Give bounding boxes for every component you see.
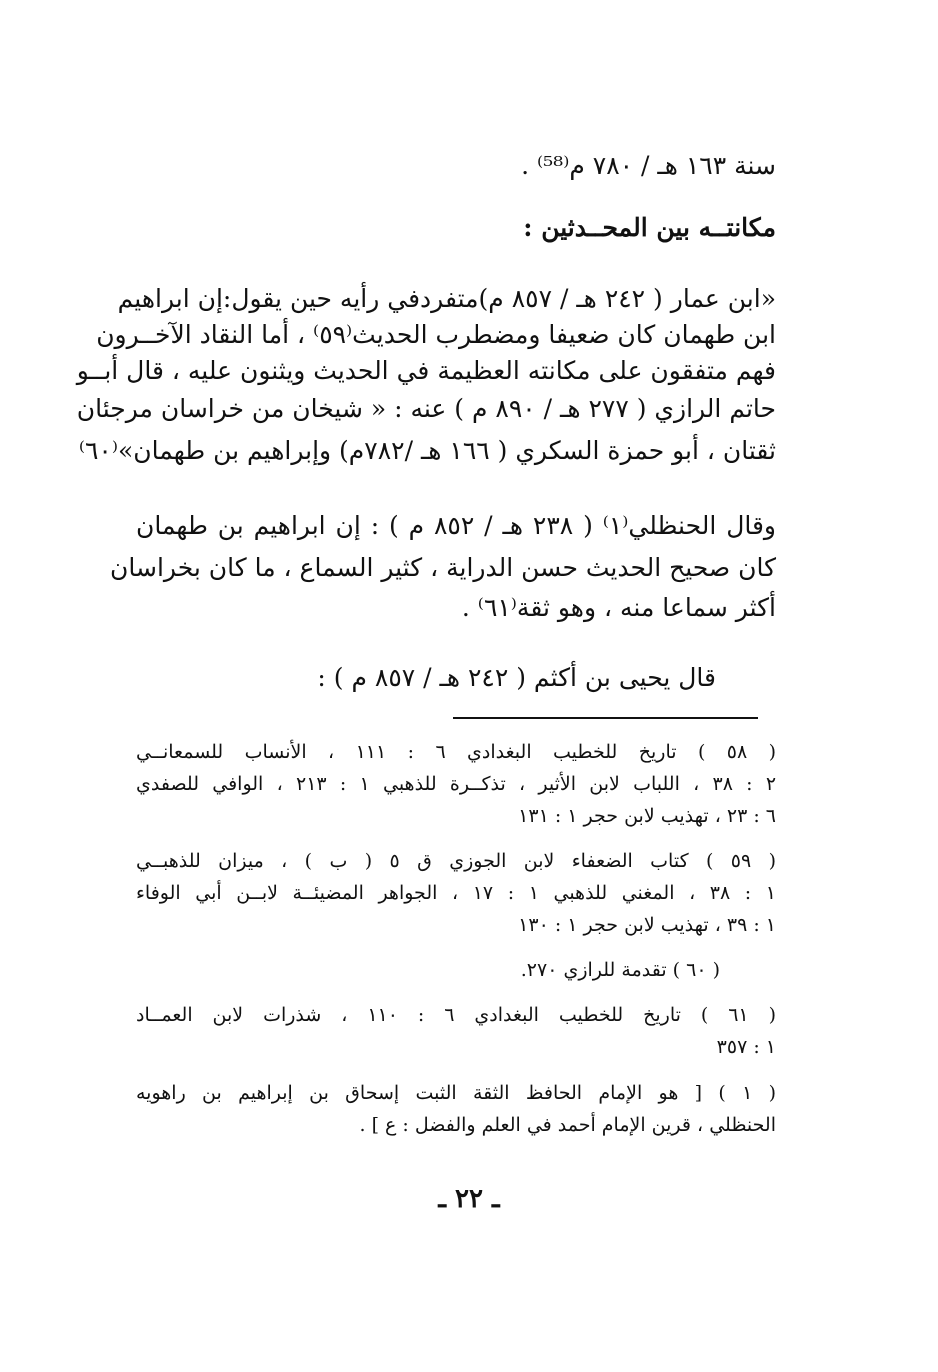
page-number: ـ ٢٢ ـ [438,1184,500,1214]
para1-line-4: حاتم الرازي ( ٢٧٧ هـ / ٨٩٠ م ) عنه : « شيخان من خراسان مرجئان [76,394,776,423]
para2-line-3: أكثر سماعا منه ، وهو ثقة⁽٦١⁾ . [461,593,776,622]
footnote-61-line-1: ( ٦١ ) تاريخ للخطيب البغدادي ٦ : ١١٠ ، شذرات لابن العمــاد [136,1004,776,1026]
footnote-61-line-2: ١ : ٣٥٧ [716,1036,776,1058]
footnote-1-line-2: الحنظلي ، قرين الإمام أحمد في العلم والفضل : ع ] . [359,1114,776,1136]
intro-line: سنة ١٦٣ هـ / ٧٨٠ م⁽⁵⁸⁾ . [521,151,776,180]
footnote-59-line-1: ( ٥٩ ) كتاب الضعفاء لابن الجوزي ق ٥ ( ب ) ، ميزان للذهبــي [136,850,777,872]
para1-line-3: فهم متفقون على مكانته العظيمة في الحديث ويثنون عليه ، قال أبــو [76,356,776,385]
footnote-58-line-1: ( ٥٨ ) تاريخ للخطيب البغدادي ٦ : ١١١ ، الأنساب للسمعانــي [136,741,777,763]
footnote-59-line-2: ١ : ٣٨ ، المغني للذهبي ١ : ١٧ ، الجواهر المضيئــة لابــن أبي الوفاء [136,882,777,904]
para2-line-1: وقال الحنظلي⁽١⁾ ( ٢٣٨ هـ / ٨٥٢ م ) : إن ابراهيم بن طهمان [136,511,776,540]
para1-line-2: ابن طهمان كان ضعيفا ومضطرب الحديث⁽٥٩⁾ ، أما النقاد الآخــرون [96,320,776,349]
footnote-1-line-1: ( ١ ) [ هو الإمام الحافظ الثقة الثبت إسحاق بن إبراهيم بن راهويه [136,1082,777,1104]
footnote-60: ( ٦٠ ) تقدمة للرازي ٢٧٠. [520,959,720,981]
section-heading: مكانتــه بين المحــدثين : [523,213,776,242]
footnote-58-line-2: ٢ : ٣٨ ، اللباب لابن الأثير ، تذكــرة للذهبي ١ : ٢١٣ ، الوافي للصفدي [136,773,777,795]
para2-line-2: كان صحيح الحديث حسن الدراية ، كثير السماع ، ما كان بخراسان [110,553,776,582]
footnote-59-line-3: ١ : ٣٩ ، تهذيب لابن حجر ١ : ١٣٠ [518,914,776,936]
para1-line-1: «ابن عمار ( ٢٤٢ هـ / ٨٥٧ م)متفردفي رأيه حين يقول:إن ابراهيم [117,284,776,313]
para1-line-5: ثقتان ، أبو حمزة السكري ( ١٦٦ هـ /٧٨٢م) وإبراهيم بن طهمان»⁽٦٠⁾ [78,436,776,465]
footnote-58-line-3: ٦ : ٢٣ ، تهذيب لابن حجر ١ : ١٣١ [518,805,776,827]
footnote-divider [453,717,758,719]
para3-line: قال يحيى بن أكثم ( ٢٤٢ هـ / ٨٥٧ م ) : [317,663,716,692]
